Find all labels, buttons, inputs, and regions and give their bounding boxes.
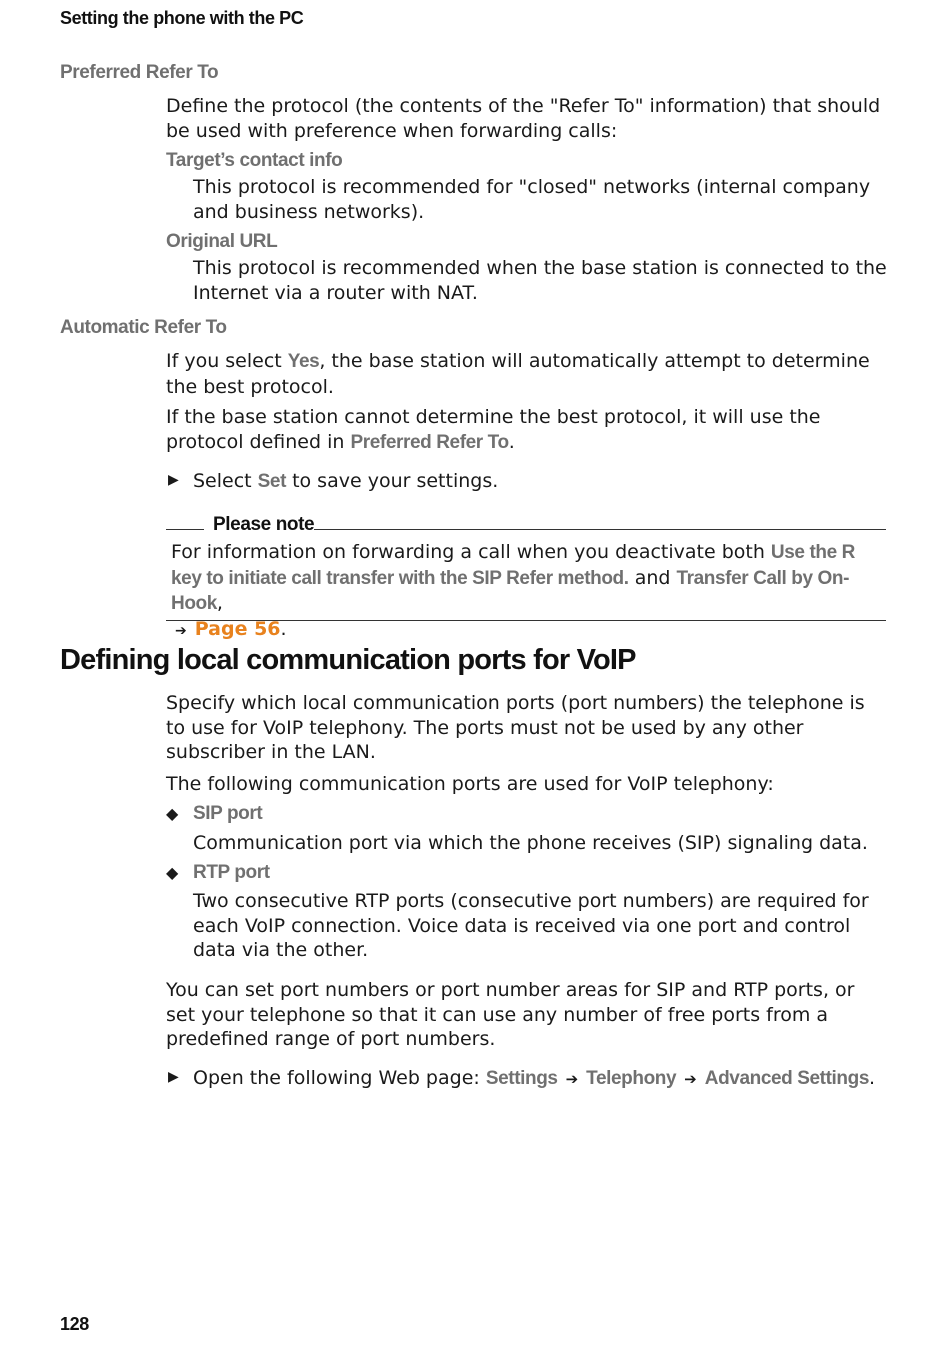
- ports-list-intro: The following communication ports are used for VoIP telephony:: [166, 773, 774, 795]
- term-sip-port: SIP port: [193, 803, 263, 824]
- text: .: [869, 1067, 876, 1089]
- rtp-port-desc: Two consecutive RTP ports (consecutive port numbers) are required for each VoIP connection. Voice data is received via one port and control data via the other.: [193, 890, 869, 961]
- text: Select: [193, 470, 258, 492]
- ui-term-transfer-call: Transfer Call by On-Hook: [171, 567, 850, 614]
- subterm-original-url: Original URL: [166, 231, 278, 252]
- text: If the base station cannot determine the best protocol, it will use the protocol defined in: [166, 406, 821, 453]
- arrow-right-icon: ➔: [684, 1070, 697, 1088]
- sip-port-desc: Communication port via which the phone receives (SIP) signaling data.: [193, 832, 868, 854]
- step-marker-icon: ▶: [168, 472, 179, 488]
- text: to save your settings.: [286, 470, 499, 492]
- automatic-refer-to-p2: [166, 405, 888, 455]
- note-text: [171, 540, 886, 643]
- term-preferred-refer-to: Preferred Refer To: [60, 62, 219, 83]
- page-number: 128: [60, 1314, 89, 1334]
- note-rule-top-left: [166, 529, 204, 530]
- running-head: Setting the phone with the PC: [60, 8, 304, 28]
- text: and: [628, 566, 677, 589]
- subterm-targets-contact-info: Target’s contact info: [166, 150, 343, 171]
- ports-intro: Specify which local communication ports (port numbers) the telephone is to use for VoIP telephony. The ports must not be used by any other subscriber in the LAN.: [166, 692, 865, 763]
- text: Open the following Web page:: [193, 1067, 486, 1089]
- ui-term-preferred-refer-to: Preferred Refer To: [350, 431, 509, 453]
- text: ,: [216, 592, 223, 614]
- step-open-web-page: [193, 1066, 888, 1092]
- section-title: Defining local communication ports for VoIP: [60, 644, 636, 676]
- preferred-refer-to-desc: Define the protocol (the contents of the "Refer To" information) that should be used with preference when forwarding calls:: [166, 95, 881, 142]
- text: .: [280, 617, 287, 640]
- ui-term-yes: Yes: [287, 351, 320, 372]
- term-rtp-port: RTP port: [193, 862, 270, 883]
- ui-term-use-r-key: Use the R key to initiate call transfer with the SIP Refer method.: [171, 542, 855, 589]
- text: .: [508, 430, 515, 453]
- diamond-bullet-icon: ◆: [166, 804, 179, 823]
- menu-path-telephony: Telephony: [586, 1068, 677, 1089]
- page-link[interactable]: Page 56: [194, 617, 281, 640]
- arrow-right-icon: ➔: [175, 622, 187, 639]
- note-rule-top-right: [314, 529, 886, 530]
- ports-outro: You can set port numbers or port number areas for SIP and RTP ports, or set your telephone so that it can use any number of free ports from a predefined range of port numbers.: [166, 979, 855, 1050]
- original-url-desc: This protocol is recommended when the base station is connected to the Internet via a router with NAT.: [193, 257, 887, 304]
- diamond-bullet-icon: ◆: [166, 863, 179, 882]
- arrow-right-icon: ➔: [565, 1070, 579, 1088]
- term-automatic-refer-to: Automatic Refer To: [60, 317, 227, 338]
- note-rule-bottom: [166, 620, 886, 621]
- step-select-set: [193, 469, 888, 495]
- text: For information on forwarding a call when you deactivate both: [171, 541, 771, 563]
- ui-term-set: Set: [257, 471, 287, 492]
- automatic-refer-to-p1: [166, 349, 888, 399]
- step-marker-icon: ▶: [168, 1069, 179, 1085]
- menu-path-settings: Settings: [485, 1068, 558, 1089]
- note-title: Please note: [213, 514, 315, 535]
- text: , the base station will automatically attempt to determine the best protocol.: [166, 350, 870, 398]
- text: If you select: [166, 350, 288, 372]
- targets-contact-info-desc: This protocol is recommended for "closed" networks (internal company and business networks).: [193, 176, 871, 223]
- menu-path-advanced-settings: Advanced Settings: [704, 1068, 869, 1089]
